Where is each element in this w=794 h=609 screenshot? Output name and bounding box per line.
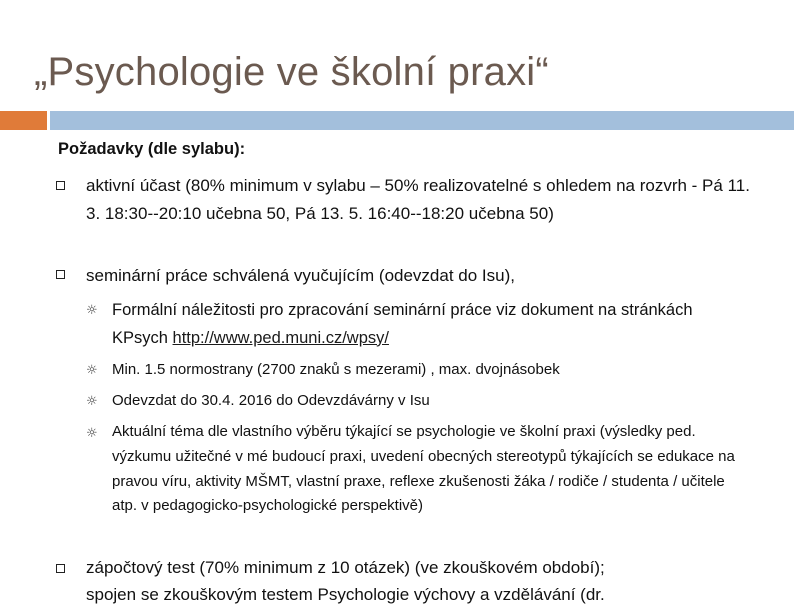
slide-title: „Psychologie ve školní praxi“ (34, 50, 549, 94)
sub-bullet-formal-requirements (112, 297, 752, 352)
bullet-seminar-paper: seminární práce schválená vyučujícím (odevzdat do Isu), (86, 266, 515, 285)
sub-bullet-length: Min. 1.5 normostrany (2700 znaků s mezerami) , max. dvojnásobek (112, 361, 560, 378)
square-bullet-icon (56, 270, 65, 279)
kpsych-link[interactable]: http://www.ped.muni.cz/wpsy/ (172, 328, 389, 347)
square-bullet-icon (56, 181, 65, 190)
square-bullet-icon (56, 564, 65, 573)
sun-bullet-icon: ☼ (86, 303, 98, 318)
formal-requirements-text: Formální náležitosti pro zpracování seminární práce viz dokument na stránkách KPsych (112, 301, 693, 347)
bullet-credit-test: zápočtový test (70% minimum z 10 otázek) (ve zkouškovém období); (86, 558, 605, 577)
accent-bar-orange (0, 111, 47, 130)
sun-bullet-icon: ☼ (86, 426, 98, 441)
requirements-heading: Požadavky (dle sylabu): (58, 140, 246, 158)
sub-bullet-deadline: Odevzdat do 30.4. 2016 do Odevzdávárny v Isu (112, 392, 430, 409)
accent-bar-blue (50, 111, 794, 130)
sun-bullet-icon: ☼ (86, 394, 98, 409)
bullet-attendance: aktivní účast (80% minimum v sylabu – 50% realizovatelné s ohledem na rozvrh - Pá 11. 3. 18:30--20:10 učebna 50, Pá 13. 5. 16:40--18:20 učebna 50) (86, 176, 750, 223)
sun-bullet-icon: ☼ (86, 363, 98, 378)
sub-bullet-topic: Aktuální téma dle vlastního výběru týkající se psychologie ve školní praxi (výsledky ped. výzkumu užitečné v mé budoucí praxi, uvedení obecných stereotypů týkajících se edukace na pravou víru, aktivity MŠMT, vlastní praxe, reflexe zkušenosti žáka / rodiče / studenta / učitele atp. v pedagogicko-psychologické perspektivě) (112, 423, 735, 515)
bullet-credit-test-continuation: spojen se zkouškovým testem Psychologie výchovy a vzdělávání (dr. (86, 585, 605, 604)
